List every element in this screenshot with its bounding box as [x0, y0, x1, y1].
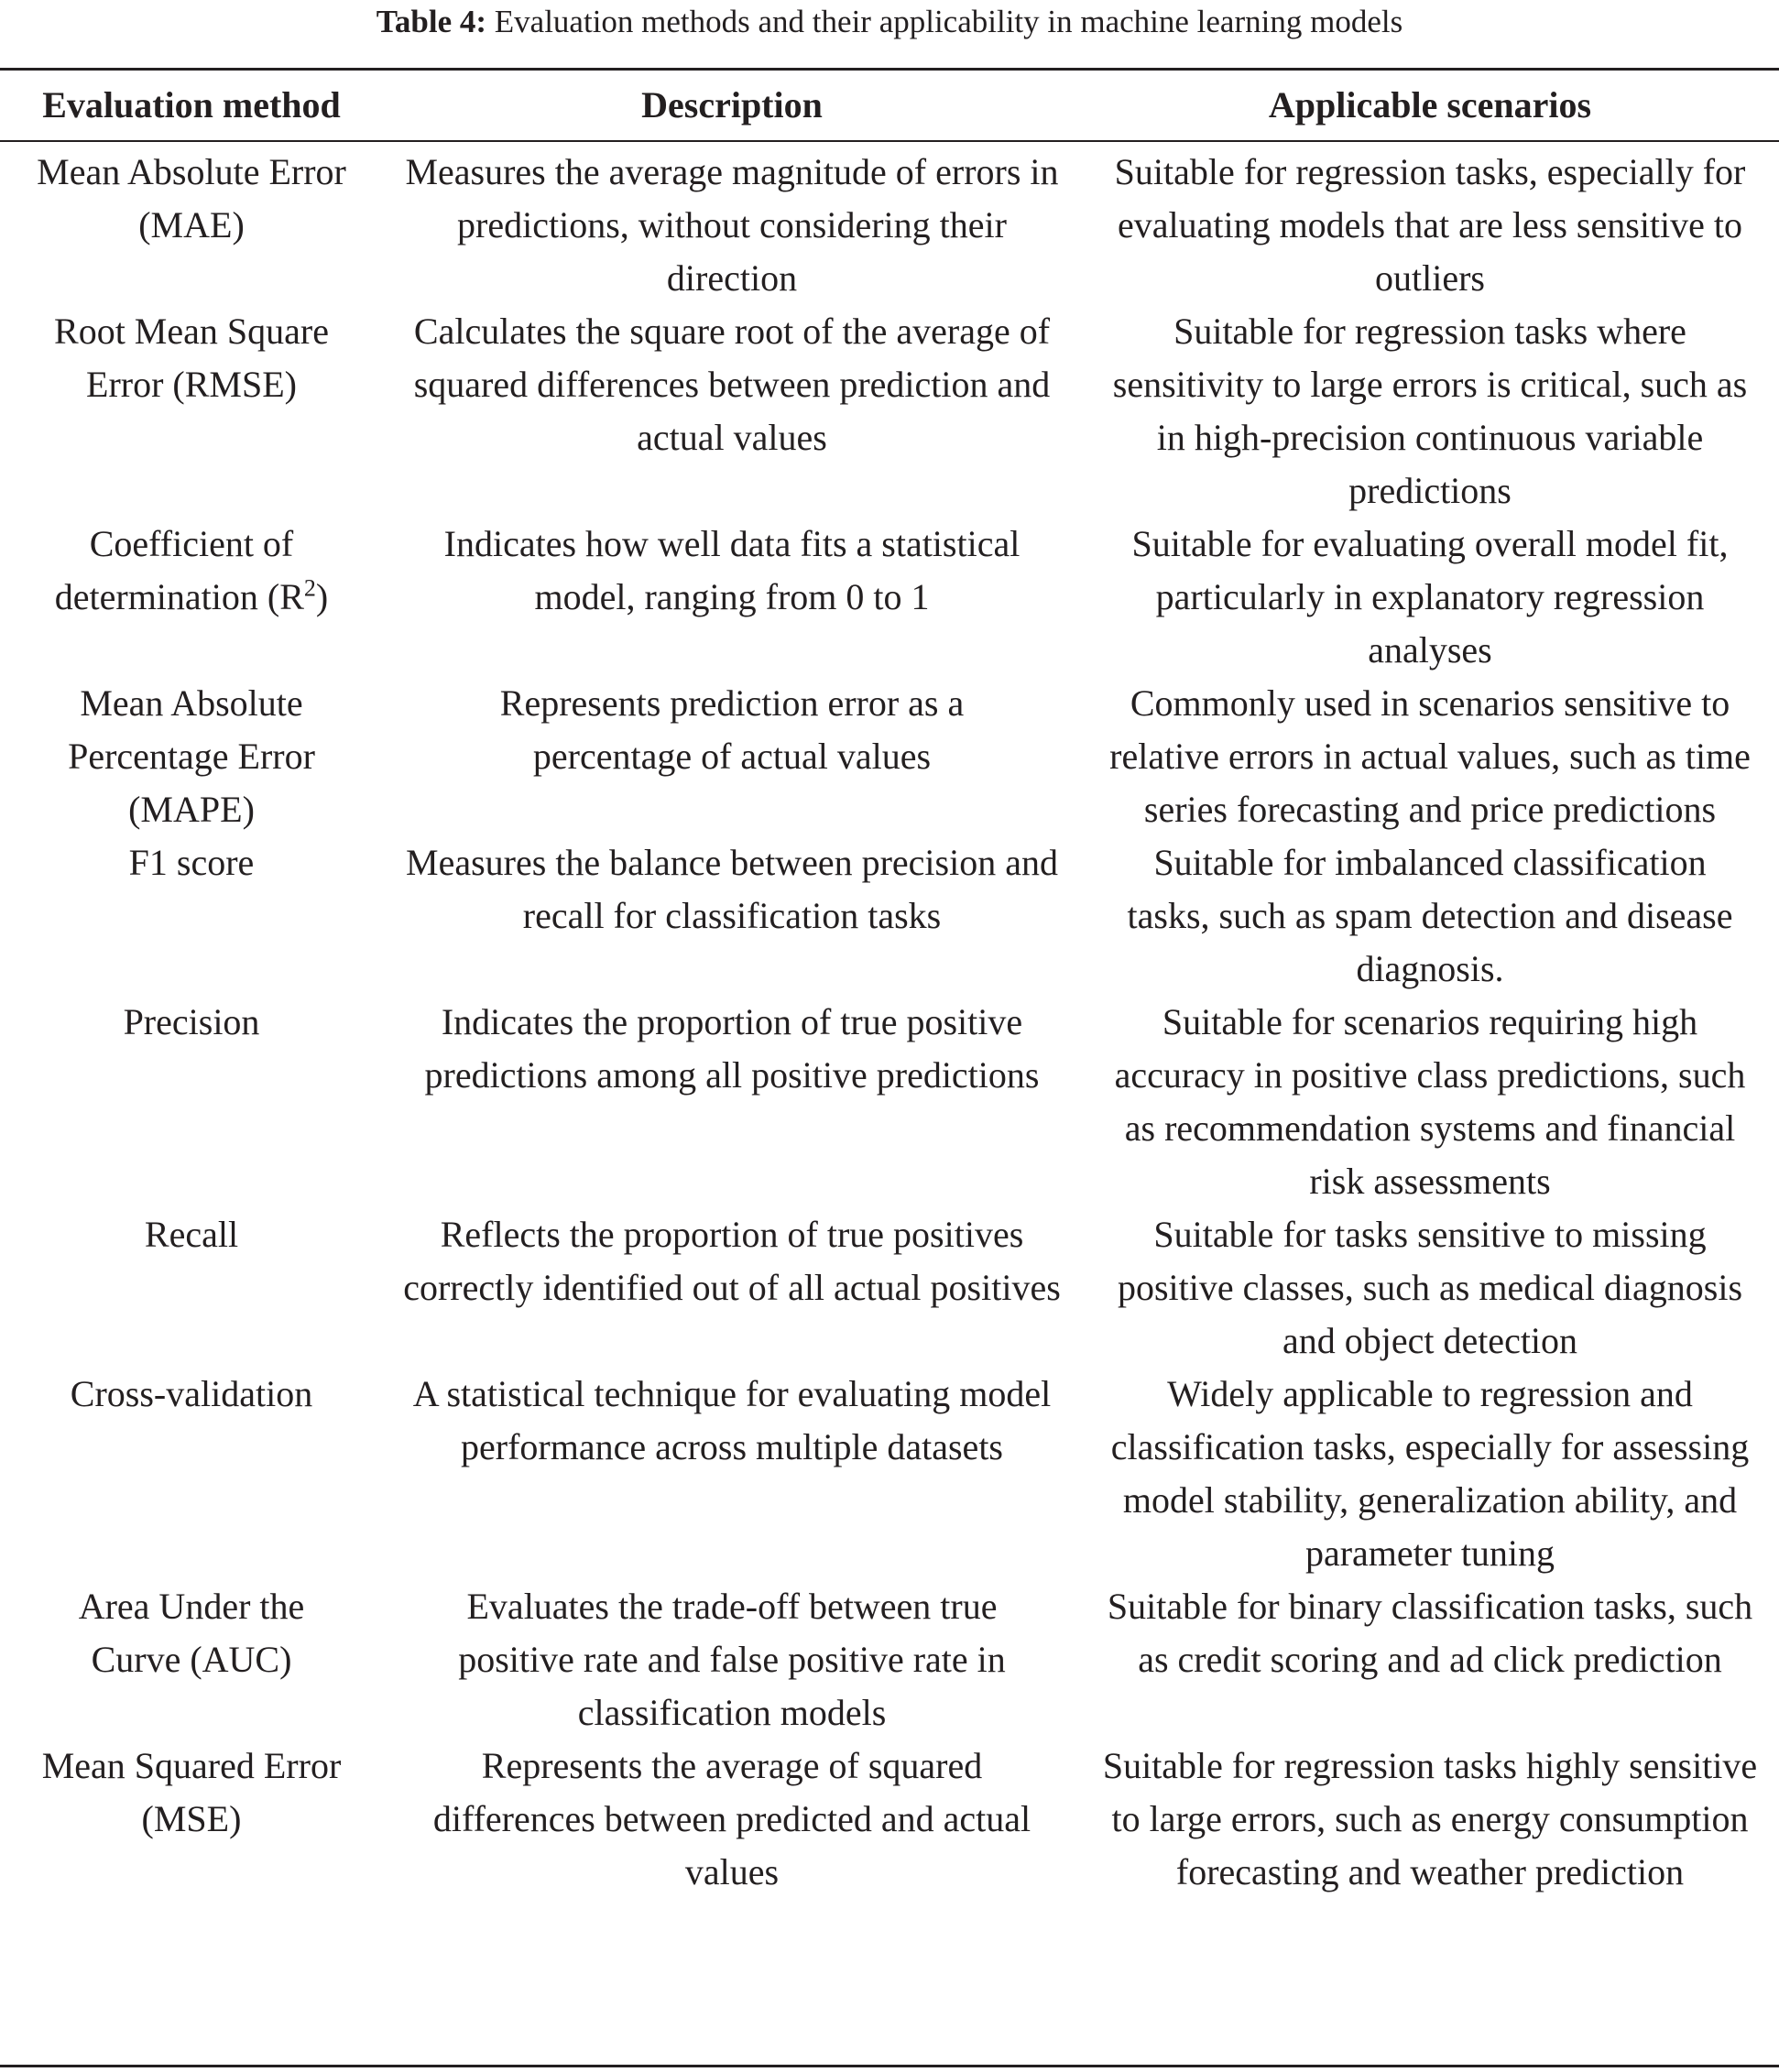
cell-scenarios	[1081, 1368, 1779, 1580]
cell-scenarios-text: Suitable for regression tasks highly sensitive to large errors, such as energy consumption forecasting and weather prediction	[1102, 1745, 1758, 1892]
cell-scenarios	[1081, 836, 1779, 996]
cell-method	[0, 1580, 383, 1739]
cell-description-text: Reflects the proportion of true positives correctly identified out of all actual positives	[403, 1214, 1061, 1308]
cell-description-text: Indicates the proportion of true positive predictions among all positive predictions	[424, 1001, 1040, 1096]
cell-scenarios	[1081, 1580, 1779, 1739]
table-row	[0, 1580, 1779, 1739]
cell-method	[0, 677, 383, 836]
cell-method	[0, 1739, 383, 1912]
table-caption	[0, 0, 1779, 44]
cell-method	[0, 518, 383, 677]
cell-description	[383, 1580, 1081, 1739]
cell-method	[0, 1208, 383, 1368]
cell-description	[383, 518, 1081, 677]
table-row	[0, 1208, 1779, 1368]
cell-description-text: Calculates the square root of the average of squared differences between prediction and actual values	[413, 311, 1051, 458]
cell-description	[383, 996, 1081, 1208]
cell-method-text: Root Mean Square Error (RMSE)	[54, 311, 329, 405]
cell-description-text: Represents the average of squared differences between predicted and actual values	[432, 1745, 1031, 1892]
cell-method-text: Recall	[144, 1214, 239, 1255]
table-bottom-rule	[0, 2065, 1779, 2067]
header-description: Description	[383, 70, 1081, 142]
cell-method-text: Mean Absolute Error (MAE)	[37, 151, 346, 245]
cell-scenarios-text: Suitable for regression tasks where sensitivity to large errors is critical, such as in high-precision continuous variable predictions	[1112, 311, 1748, 511]
method-superscript: 2	[303, 574, 316, 602]
cell-scenarios	[1081, 141, 1779, 305]
cell-description-text: Indicates how well data fits a statistical model, ranging from 0 to 1	[443, 523, 1020, 617]
cell-scenarios-text: Widely applicable to regression and classification tasks, especially for assessing model stability, generalization ability, and parameter tuning	[1110, 1373, 1750, 1574]
cell-scenarios	[1081, 996, 1779, 1208]
method-main-text: Coefficient of determination (R	[54, 523, 304, 617]
cell-method-text: Precision	[123, 1001, 260, 1042]
table-header-row	[0, 70, 1779, 142]
cell-description-text: Measures the average magnitude of errors in predictions, without considering their direction	[405, 151, 1059, 299]
cell-method	[0, 1368, 383, 1580]
cell-method-text: F1 score	[128, 842, 255, 883]
cell-method	[0, 305, 383, 518]
cell-method-text: Mean Absolute Percentage Error (MAPE)	[68, 682, 315, 830]
method-tail-text: )	[315, 576, 329, 617]
cell-description	[383, 141, 1081, 305]
cell-method-text: Cross-validation	[70, 1373, 313, 1414]
table-row	[0, 1368, 1779, 1580]
header-applicable-scenarios: Applicable scenarios	[1081, 70, 1779, 142]
cell-scenarios-text: Suitable for imbalanced classification tasks, such as spam detection and disease diagnosis.	[1127, 842, 1733, 989]
header-evaluation-method: Evaluation method	[0, 70, 383, 142]
table-row	[0, 996, 1779, 1208]
cell-description	[383, 1208, 1081, 1368]
caption-label: Table 4:	[376, 4, 487, 39]
caption-text: Evaluation methods and their applicability in machine learning models	[486, 4, 1403, 39]
cell-scenarios-text: Suitable for binary classification tasks, such as credit scoring and ad click prediction	[1107, 1586, 1753, 1680]
cell-description	[383, 1368, 1081, 1580]
table-row	[0, 518, 1779, 677]
cell-description	[383, 305, 1081, 518]
cell-method-text: Area Under the Curve (AUC)	[78, 1586, 305, 1680]
cell-description-text: Evaluates the trade-off between true positive rate and false positive rate in classification models	[458, 1586, 1006, 1733]
cell-scenarios	[1081, 518, 1779, 677]
table-row	[0, 1739, 1779, 1912]
cell-method	[0, 996, 383, 1208]
cell-method	[0, 141, 383, 305]
cell-method	[0, 836, 383, 996]
cell-scenarios-text: Suitable for evaluating overall model fit, particularly in explanatory regression analyses	[1131, 523, 1729, 671]
cell-description-text: A statistical technique for evaluating model performance across multiple datasets	[412, 1373, 1052, 1467]
table-row	[0, 836, 1779, 996]
cell-method-text	[0, 518, 383, 624]
cell-scenarios	[1081, 677, 1779, 836]
cell-scenarios-text: Suitable for scenarios requiring high accuracy in positive class predictions, such as recommendation systems and financial risk assessments	[1114, 1001, 1746, 1202]
cell-scenarios-text: Commonly used in scenarios sensitive to relative errors in actual values, such as time series forecasting and price predictions	[1109, 682, 1751, 830]
cell-scenarios	[1081, 305, 1779, 518]
cell-scenarios	[1081, 1208, 1779, 1368]
cell-description-text: Represents prediction error as a percentage of actual values	[499, 682, 965, 777]
evaluation-methods-table	[0, 68, 1779, 1912]
cell-description	[383, 836, 1081, 996]
cell-scenarios-text: Suitable for regression tasks, especially for evaluating models that are less sensitive to outliers	[1114, 151, 1746, 299]
table-row	[0, 305, 1779, 518]
cell-description-text: Measures the balance between precision and recall for classification tasks	[406, 842, 1058, 936]
cell-scenarios-text: Suitable for tasks sensitive to missing positive classes, such as medical diagnosis and object detection	[1117, 1214, 1743, 1361]
cell-method-text: Mean Squared Error (MSE)	[41, 1745, 342, 1839]
table-row	[0, 677, 1779, 836]
cell-scenarios	[1081, 1739, 1779, 1912]
cell-description	[383, 1739, 1081, 1912]
cell-description	[383, 677, 1081, 836]
table-row	[0, 141, 1779, 305]
